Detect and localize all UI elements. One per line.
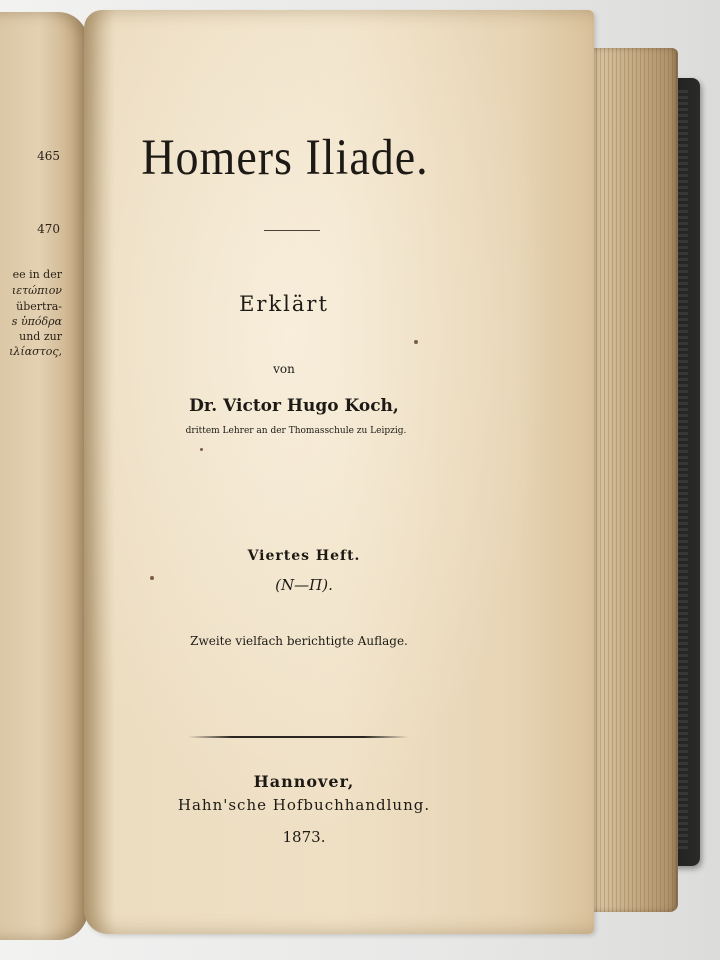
foxing-spot bbox=[414, 340, 418, 344]
publisher-name: Hahn'sche Hofbuchhandlung. bbox=[177, 796, 431, 814]
title-divider bbox=[264, 230, 320, 231]
left-page bbox=[0, 12, 88, 940]
left-page-fragment: ιλίαστος, bbox=[9, 345, 62, 358]
publication-year: 1873. bbox=[282, 828, 326, 846]
left-page-fragment: und zur bbox=[19, 330, 62, 343]
foxing-spot bbox=[200, 448, 203, 451]
left-page-fragment: ιετώπιον bbox=[11, 284, 62, 297]
by-label: von bbox=[273, 362, 295, 376]
explained-label: Erklärt bbox=[239, 292, 329, 316]
title-page bbox=[84, 10, 594, 934]
left-page-fragment: s ὑπόδρα bbox=[11, 315, 62, 328]
books-range: (N—Π). bbox=[275, 576, 333, 594]
line-number-465: 465 bbox=[37, 149, 60, 163]
left-page-fragment: ee in der bbox=[12, 268, 62, 281]
line-number-470: 470 bbox=[37, 222, 60, 236]
foxing-spot bbox=[150, 576, 154, 580]
publication-city: Hannover, bbox=[253, 772, 355, 791]
imprint-divider bbox=[188, 736, 408, 738]
author-name: Dr. Victor Hugo Koch, bbox=[189, 396, 399, 416]
volume-part: Viertes Heft. bbox=[247, 548, 361, 564]
author-role: drittem Lehrer an der Thomasschule zu Leipzig. bbox=[185, 426, 407, 436]
edition-note: Zweite vielfach berichtigte Auflage. bbox=[190, 634, 408, 648]
book-title: Homers Iliade. bbox=[141, 129, 429, 186]
left-page-fragment: übertra- bbox=[16, 300, 62, 313]
